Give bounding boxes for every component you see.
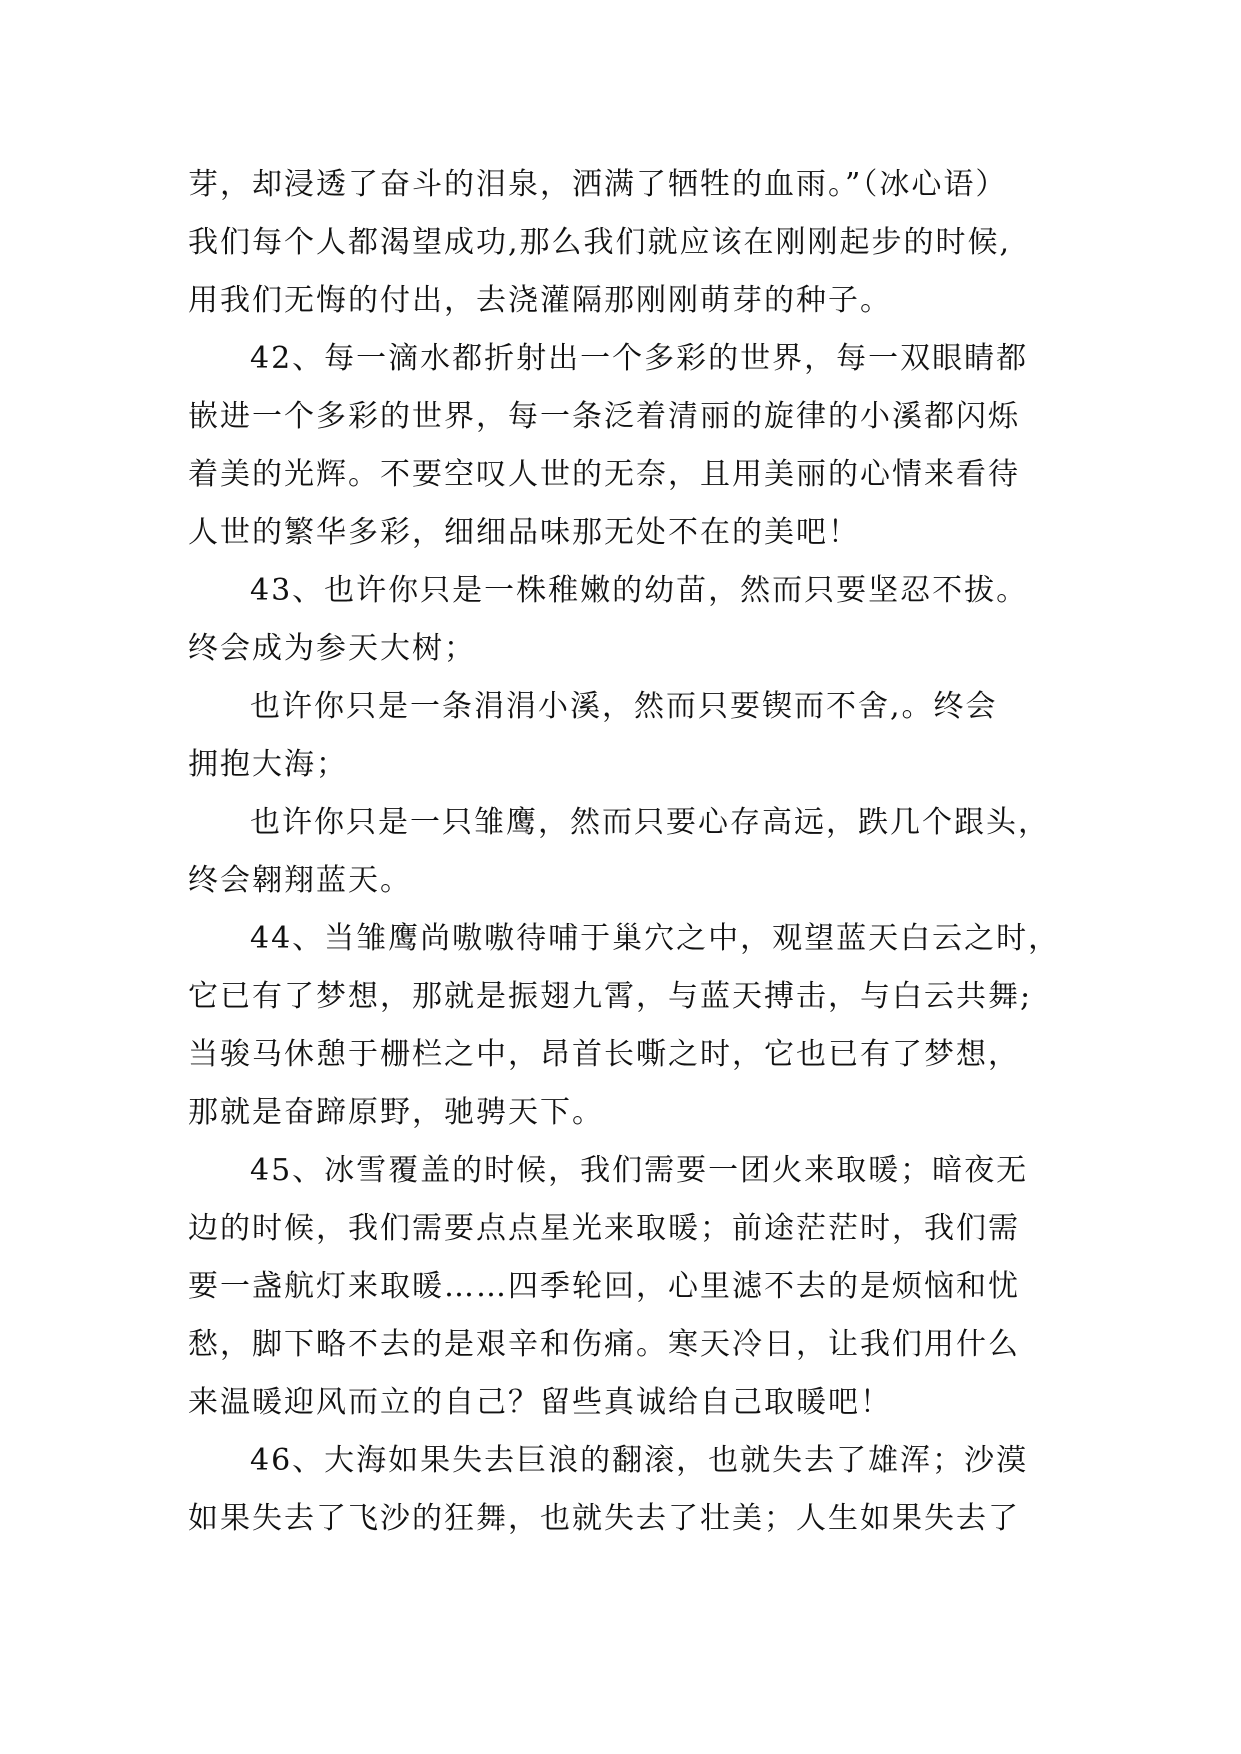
text-line: 要一盏航灯来取暖……四季轮回，心里滤不去的是烦恼和忧 [188,1269,1020,1304]
text-line: 芽，却浸透了奋斗的泪泉，洒满了牺牲的血雨。”（冰心语） [188,167,1008,202]
text-line: 那就是奋蹄原野，驰骋天下。 [188,1095,604,1130]
text-line: 嵌进一个多彩的世界，每一条泛着清丽的旋律的小溪都闪烁 [188,399,1020,434]
text-line: 46、大海如果失去巨浪的翻滚，也就失去了雄浑；沙漠 [250,1443,1029,1478]
text-line: 也许你只是一只雏鹰，然而只要心存高远，跌几个跟头， [250,805,1050,840]
text-line: 来温暖迎风而立的自己？留些真诚给自己取暖吧！ [188,1385,892,1420]
text-line: 愁，脚下略不去的是艰辛和伤痛。寒天冷日，让我们用什么 [188,1327,1020,1362]
text-line: 当骏马休憩于栅栏之中，昂首长嘶之时，它也已有了梦想， [188,1037,1020,1072]
text-line: 44、当雏鹰尚嗷嗷待哺于巢穴之中，观望蓝天白云之时， [250,921,1061,956]
text-line: 人世的繁华多彩，细细品味那无处不在的美吧！ [188,515,860,550]
text-line: 它已有了梦想，那就是振翅九霄，与蓝天搏击，与白云共舞; [188,979,1033,1014]
text-line: 用我们无悔的付出，去浇灌隔那刚刚萌芽的种子。 [188,283,892,318]
text-line: 也许你只是一条涓涓小溪，然而只要锲而不舍,。终会 [250,689,998,724]
text-line: 边的时候，我们需要点点星光来取暖；前途茫茫时，我们需 [188,1211,1020,1246]
text-line: 终会成为参天大树； [188,631,476,666]
text-line: 42、每一滴水都折射出一个多彩的世界，每一双眼睛都 [250,341,1029,376]
text-line: 43、也许你只是一株稚嫩的幼苗，然而只要坚忍不拔。 [250,573,1029,608]
text-line: 着美的光辉。不要空叹人世的无奈，且用美丽的心情来看待 [188,457,1020,492]
text-line: 终会翱翔蓝天。 [188,863,412,898]
text-line: 如果失去了飞沙的狂舞，也就失去了壮美；人生如果失去了 [188,1501,1020,1536]
text-line: 45、冰雪覆盖的时候，我们需要一团火来取暖；暗夜无 [250,1153,1029,1188]
text-line: 我们每个人都渴望成功,那么我们就应该在刚刚起步的时候, [188,225,1012,260]
text-line: 拥抱大海； [188,747,348,782]
